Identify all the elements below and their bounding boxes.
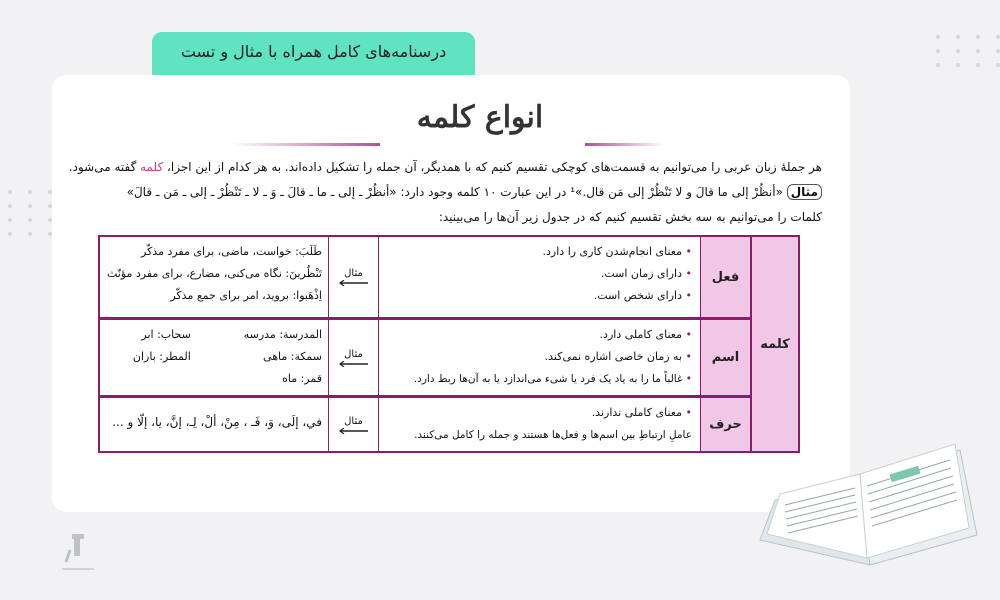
- feature-item: عاملِ ارتباطِ بین اسم‌ها و فعل‌ها هستند و جمله را کامل می‌کنند.: [414, 429, 692, 441]
- feature-item: • معنای انجام‌شدن کاری را دارد.: [387, 241, 692, 263]
- decorative-dots-top: [936, 35, 1000, 67]
- particle-examples: [98, 398, 328, 451]
- example-arrow: [328, 237, 378, 317]
- example-arrow: [328, 398, 378, 451]
- feature-item: • معنای کاملی ندارند.: [387, 402, 692, 424]
- arrow-label: مثال: [344, 268, 363, 279]
- example-paragraph: [102, 185, 822, 199]
- title-ornament-right: [585, 143, 665, 146]
- example-item: طَلَبَ: خواست، ماضی، برای مفرد مذکّر: [141, 245, 322, 258]
- example-item: سحاب: ابر: [141, 328, 191, 341]
- arrow-left-icon: [338, 361, 370, 367]
- example-tag: مثال: [787, 184, 822, 200]
- noun-features: [378, 320, 700, 395]
- arrow-left-icon: [338, 280, 370, 286]
- table-root-cell: کلمه: [750, 237, 798, 451]
- noun-examples: [98, 320, 328, 395]
- verb-features: [378, 237, 700, 317]
- particle-features: [378, 398, 700, 451]
- feature-item: • معنای کاملی دارد.: [387, 324, 692, 346]
- example-item: سمكة: ماهی: [263, 350, 322, 363]
- example-item: اِذْهَبوا: بروید، امر برای جمع مذکّر: [170, 289, 322, 302]
- banner-title: درسنامه‌های کامل همراه با مثال و تست: [152, 32, 475, 76]
- arrow-left-icon: [338, 428, 370, 434]
- intro-text-after: گفته می‌شود.: [68, 160, 137, 174]
- intro-paragraph: [68, 160, 822, 174]
- example-item: تَنْظُرینَ: نگاه می‌کنی، مضارع، برای مفرد مؤنّث: [106, 267, 322, 280]
- arrow-label: مثال: [344, 415, 363, 427]
- book-icon: [755, 420, 980, 570]
- example-item: قمر: ماه: [282, 372, 322, 385]
- division-paragraph: کلمات را می‌توانیم به سه بخش تقسیم کنیم که در جدول زیر آن‌ها را می‌بینید:: [438, 210, 822, 224]
- word-types-table: [98, 235, 800, 453]
- category-particle: حرف: [700, 398, 750, 451]
- feature-item: • به زمان خاصی اشاره نمی‌کند.: [387, 346, 692, 368]
- example-text: «أنظُرْ إلى ما قالَ و لا تَنْظُرْ إلى مَن قال.»¹ در این عبارت ۱۰ کلمه وجود دارد: «أنظُرْ ـ إلى ـ ما ـ قالَ ـ وَ ـ لا ـ تَنْظُرْ ـ إلى ـ مَن ـ قالَ»: [126, 185, 783, 199]
- arrow-label: مثال: [344, 348, 363, 360]
- category-verb: فعل: [700, 237, 750, 317]
- feature-item: • غالباً ما را به یاد یک فرد یا شیء می‌اندازد یا به آن‌ها ربط دارد.: [387, 368, 692, 390]
- table-row-particle: [98, 398, 750, 451]
- category-noun: اسم: [700, 320, 750, 395]
- table-row-verb: [98, 237, 750, 317]
- verb-examples: [98, 237, 328, 317]
- table-row-noun: [98, 320, 750, 395]
- feature-item: • دارای زمان است.: [387, 263, 692, 285]
- example-item: المدرسة: مدرسه: [243, 328, 322, 341]
- intro-text-before: هر جملهٔ زبان عربی را می‌توانیم به قسمت‌های کوچکی تقسیم کنیم که با همدیگر، آن جمله را تشکیل داده‌اند. به هر کدام از این اجزا،: [167, 160, 822, 174]
- logo-icon: [58, 528, 98, 574]
- example-item: المطر: باران: [132, 350, 191, 363]
- example-arrow: [328, 320, 378, 395]
- lesson-title: انواع کلمه: [416, 100, 544, 135]
- title-ornament-left: [230, 143, 380, 146]
- example-item: في، إلَى، وَ، فَـ ، مِنْ، ألْ، لِـ، إنَّ، يا، إلّا و ...: [112, 415, 322, 429]
- feature-item: • دارای شخص است.: [387, 285, 692, 307]
- intro-highlight: کلمه: [140, 160, 164, 174]
